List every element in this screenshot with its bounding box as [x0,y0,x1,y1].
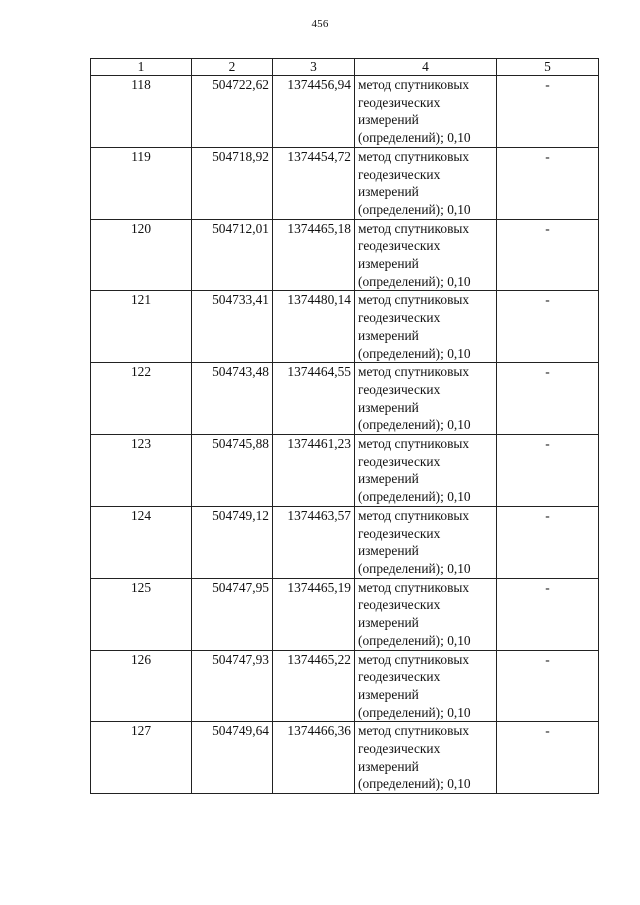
method-line: метод спутниковых [358,77,470,92]
method-line: (определений); 0,10 [358,776,471,792]
header-col-1: 1 [91,59,192,76]
method-line: геодезических [358,94,441,110]
method-cell [355,435,497,507]
x-coordinate-cell: 504747,95 [192,578,273,650]
method-line: геодезических [358,381,441,397]
method-line: измерений [358,256,419,272]
table-row [91,147,599,219]
y-coordinate-cell: 1374465,18 [273,219,355,291]
method-line: (определений); 0,10 [358,201,471,217]
method-cell [355,76,497,148]
method-line: геодезических [358,597,441,613]
method-cell [355,578,497,650]
header-col-4: 4 [355,59,497,76]
point-number-cell: 127 [91,722,192,794]
page-number: 456 [311,18,329,30]
method-line: метод спутниковых [358,364,470,380]
note-cell: - [497,76,599,148]
method-line: (определений); 0,10 [358,273,471,289]
method-line: метод спутниковых [358,148,470,164]
method-line: измерений [358,471,419,487]
point-number-cell: 123 [91,435,192,507]
point-number-cell: 121 [91,291,192,363]
method-line: метод спутниковых [358,292,470,308]
header-col-3: 3 [273,59,355,76]
x-coordinate-cell: 504747,93 [192,650,273,722]
y-coordinate-cell: 1374454,72 [273,147,355,219]
method-line: геодезических [358,669,441,685]
y-coordinate-cell: 1374465,19 [273,578,355,650]
point-number-cell: 118 [91,76,192,148]
table-header [91,59,599,76]
note-cell: - [497,506,599,578]
method-line: метод спутниковых [358,723,470,739]
method-cell [355,363,497,435]
method-line: геодезических [358,453,441,469]
method-line: измерений [358,615,419,631]
x-coordinate-cell: 504749,64 [192,722,273,794]
header-row [91,59,599,76]
table-body [91,76,599,794]
table-row [91,722,599,794]
y-coordinate-cell: 1374480,14 [273,291,355,363]
table-row [91,650,599,722]
method-cell [355,506,497,578]
y-coordinate-cell: 1374461,23 [273,435,355,507]
method-line: метод спутниковых [358,220,470,236]
method-line: метод спутниковых [358,579,470,595]
note-cell: - [497,650,599,722]
note-cell: - [497,363,599,435]
method-cell [355,722,497,794]
note-cell: - [497,219,599,291]
method-line: геодезических [358,741,441,757]
table-row [91,506,599,578]
table-row [91,435,599,507]
table-row [91,578,599,650]
method-line: (определений); 0,10 [358,489,471,505]
note-cell: - [497,578,599,650]
note-cell: - [497,291,599,363]
x-coordinate-cell: 504745,88 [192,435,273,507]
x-coordinate-cell: 504749,12 [192,506,273,578]
method-line: метод спутниковых [358,436,470,452]
method-line: измерений [358,184,419,200]
point-number-cell: 126 [91,650,192,722]
method-line: (определений); 0,10 [358,632,471,648]
y-coordinate-cell: 1374465,22 [273,650,355,722]
header-col-2: 2 [192,59,273,76]
method-line: измерений [358,686,419,702]
x-coordinate-cell: 504743,48 [192,363,273,435]
method-cell [355,650,497,722]
method-cell [355,147,497,219]
method-line: геодезических [358,525,441,541]
method-line: геодезических [358,238,441,254]
note-cell: - [497,722,599,794]
table-row [91,219,599,291]
y-coordinate-cell: 1374466,36 [273,722,355,794]
table-row [91,291,599,363]
y-coordinate-cell: 1374464,55 [273,363,355,435]
x-coordinate-cell: 504712,01 [192,219,273,291]
x-coordinate-cell: 504722,62 [192,76,273,148]
method-line: измерений [358,543,419,559]
method-line: геодезических [358,166,441,182]
method-cell [355,291,497,363]
x-coordinate-cell: 504733,41 [192,291,273,363]
y-coordinate-cell: 1374456,94 [273,76,355,148]
method-line: измерений [358,327,419,343]
method-line: измерений [358,758,419,774]
table-row [91,363,599,435]
method-line: геодезических [358,310,441,326]
point-number-cell: 119 [91,147,192,219]
point-number-cell: 120 [91,219,192,291]
method-cell [355,219,497,291]
method-line: (определений); 0,10 [358,560,471,576]
method-line: (определений); 0,10 [358,704,471,720]
method-line: измерений [358,399,419,415]
method-line: (определений); 0,10 [358,345,471,361]
note-cell: - [497,147,599,219]
method-line: (определений); 0,10 [358,130,471,146]
method-line: метод спутниковых [358,651,470,667]
method-line: измерений [358,112,419,128]
coordinates-table [90,58,599,794]
point-number-cell: 125 [91,578,192,650]
method-line: метод спутниковых [358,507,470,523]
table-row [91,76,599,148]
note-cell: - [497,435,599,507]
point-number-cell: 122 [91,363,192,435]
y-coordinate-cell: 1374463,57 [273,506,355,578]
header-col-5: 5 [497,59,599,76]
method-line: (определений); 0,10 [358,417,471,433]
point-number-cell: 124 [91,506,192,578]
x-coordinate-cell: 504718,92 [192,147,273,219]
